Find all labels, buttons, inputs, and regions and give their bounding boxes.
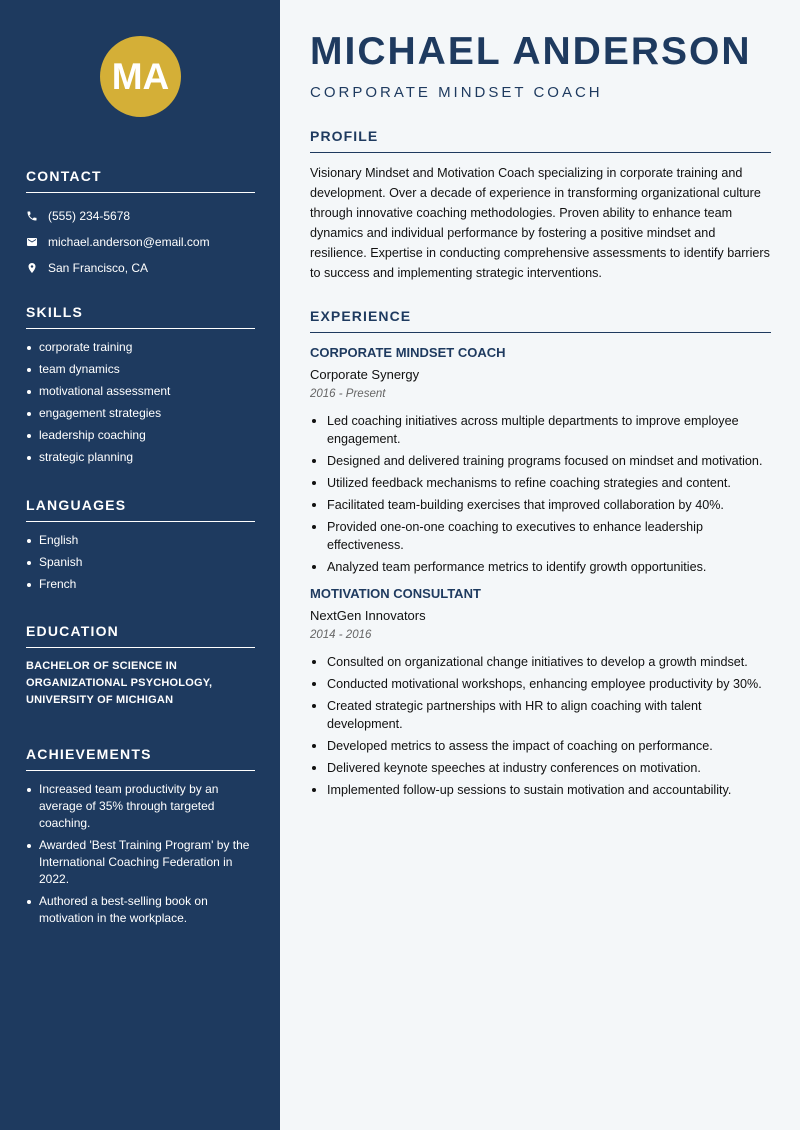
company-name: NextGen Innovators: [310, 608, 426, 623]
contact-location: [26, 255, 255, 281]
skill-item: motivational assessment: [26, 383, 255, 400]
achievement-item: Authored a best-selling book on motivation in the workplace.: [26, 893, 255, 927]
achievement-item: Increased team productivity by an average of 35% through targeted coaching.: [26, 781, 255, 832]
job-bullet: Delivered keynote speeches at industry conferences on motivation.: [310, 759, 771, 777]
achievements-list: [26, 781, 255, 927]
skill-item: team dynamics: [26, 361, 255, 378]
job-bullet: Created strategic partnerships with HR to align coaching with talent development.: [310, 697, 771, 733]
job-dates: 2016 - Present: [310, 388, 386, 400]
achievements-section: [26, 746, 255, 932]
skill-item: engagement strategies: [26, 405, 255, 422]
job-dates: 2014 - 2016: [310, 629, 372, 641]
avatar-initials: MA: [111, 55, 170, 97]
job-bullet: Analyzed team performance metrics to identify growth opportunities.: [310, 558, 771, 576]
job-title: MOTIVATION CONSULTANT: [310, 586, 481, 601]
location-pin-icon: [26, 262, 48, 274]
education-degree: BACHELOR OF SCIENCE IN ORGANIZATIONAL PSYCHOLOGY, UNIVERSITY OF MICHIGAN: [26, 660, 213, 706]
skills-list: [26, 339, 255, 466]
profile-section: [310, 128, 771, 283]
job-bullet: Designed and delivered training programs focused on mindset and motivation.: [310, 452, 771, 470]
avatar: [100, 36, 181, 117]
skills-heading: SKILLS: [26, 304, 255, 329]
language-item: French: [26, 576, 255, 593]
location-text: San Francisco, CA: [48, 261, 149, 275]
language-item: English: [26, 532, 255, 549]
skill-item: leadership coaching: [26, 427, 255, 444]
contact-heading: CONTACT: [26, 168, 255, 193]
skill-item: corporate training: [26, 339, 255, 356]
job-bullet: Developed metrics to assess the impact of coaching on performance.: [310, 737, 771, 755]
contact-section: [26, 168, 255, 281]
job-bullets: [310, 653, 771, 799]
languages-heading: LANGUAGES: [26, 497, 255, 522]
achievement-item: Awarded 'Best Training Program' by the International Coaching Federation in 2022.: [26, 837, 255, 888]
job-bullet: Provided one-on-one coaching to executives to enhance leadership effectiveness.: [310, 518, 771, 554]
contact-email: [26, 229, 255, 255]
skills-section: [26, 304, 255, 471]
email-text: michael.anderson@email.com: [48, 235, 210, 249]
skill-item: strategic planning: [26, 449, 255, 466]
job-bullet: Facilitated team-building exercises that improved collaboration by 40%.: [310, 496, 771, 514]
candidate-name: MICHAEL ANDERSON: [310, 30, 752, 73]
job-bullet: Implemented follow-up sessions to sustain motivation and accountability.: [310, 781, 771, 799]
achievements-heading: ACHIEVEMENTS: [26, 746, 255, 771]
phone-text: (555) 234-5678: [48, 209, 131, 223]
job-bullets: [310, 412, 771, 576]
profile-text: Visionary Mindset and Motivation Coach specializing in corporate training and development. Over a decade of experience in transforming organizational culture through innovative coaching methodologies. Proven ability to enhance team dynamics and individual performance by fostering a positive mindset and resilience. Expertise in conducting comprehensive assessments to identify barriers to success and implementing strategic interventions.: [310, 166, 770, 280]
experience-section: [310, 308, 771, 803]
job-bullet: Conducted motivational workshops, enhancing employee productivity by 30%.: [310, 675, 771, 693]
job-bullet: Utilized feedback mechanisms to refine coaching strategies and content.: [310, 474, 771, 492]
profile-heading: PROFILE: [310, 128, 771, 153]
experience-heading: EXPERIENCE: [310, 308, 771, 333]
sidebar: [0, 0, 280, 1130]
email-icon: [26, 236, 48, 248]
languages-list: [26, 532, 255, 593]
phone-icon: [26, 210, 48, 222]
contact-phone: [26, 203, 255, 229]
job-headline: CORPORATE MINDSET COACH: [310, 84, 603, 101]
job-entry: [310, 345, 771, 576]
education-heading: EDUCATION: [26, 623, 255, 648]
job-bullet: Led coaching initiatives across multiple departments to improve employee engagement.: [310, 412, 771, 448]
languages-section: [26, 497, 255, 598]
job-title: CORPORATE MINDSET COACH: [310, 345, 506, 360]
company-name: Corporate Synergy: [310, 367, 420, 382]
job-entry: [310, 586, 771, 799]
education-section: [26, 623, 255, 709]
language-item: Spanish: [26, 554, 255, 571]
job-bullet: Consulted on organizational change initiatives to develop a growth mindset.: [310, 653, 771, 671]
